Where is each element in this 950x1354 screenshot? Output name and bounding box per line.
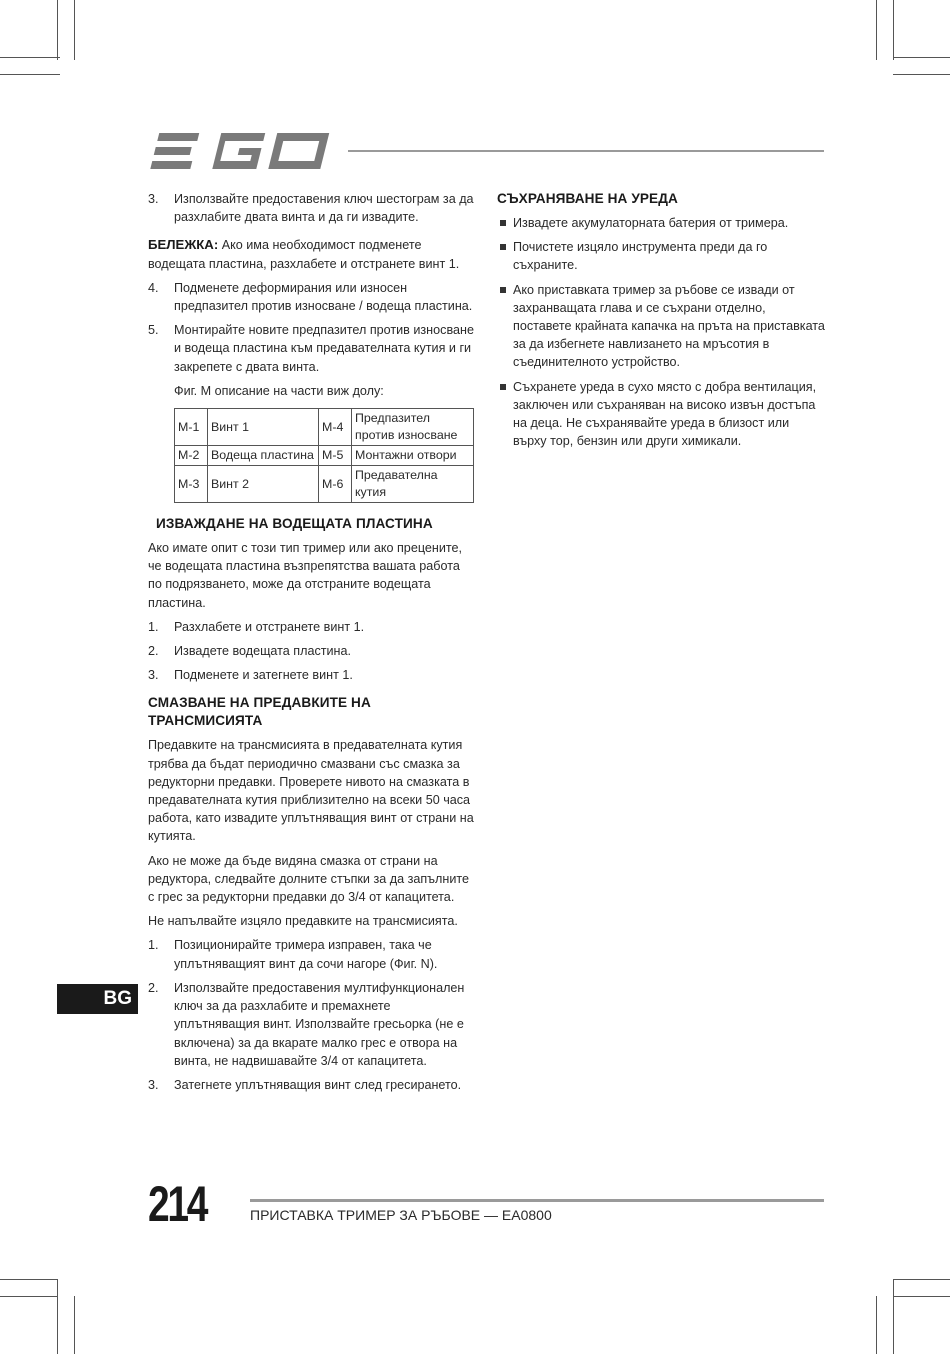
step-item: 5. Монтирайте новите предпазител против износване и водеща пластина към предавателната кутия и ги закрепете с двата винта. <box>148 323 474 374</box>
note-text: Ако има необходимост подменете водещата пластина, разхлабете и отстранете винт 1. <box>148 238 460 271</box>
step-item: 4. Подменете деформирания или износен предпазител против износване / водеща пластина. <box>148 280 473 314</box>
section-heading: СЪХРАНЯВАНЕ НА УРЕДА <box>497 191 678 206</box>
step-item: 3. Използвайте предоставения ключ шестограм за да разхлабите двата винта и да ги извадите. <box>148 192 474 225</box>
page-number: 214 <box>148 1176 207 1232</box>
note <box>148 236 474 272</box>
footer-rule <box>250 1199 824 1202</box>
crop-mark <box>0 74 60 75</box>
footer-title: ПРИСТАВКА ТРИМЕР ЗА РЪБОВЕ — EA0800 <box>250 1207 552 1223</box>
section-heading: ИЗВАЖДАНЕ НА ВОДЕЩАТА ПЛАСТИНА <box>156 516 433 532</box>
table-row: M-1 Винт 1 M-4 Предпазител против износване <box>175 409 474 446</box>
crop-mark <box>893 57 950 58</box>
list-item: Почистете изцяло инструмента преди да го съхраните. <box>497 238 825 274</box>
right-column <box>497 190 825 456</box>
crop-mark <box>876 1296 877 1354</box>
section-heading: СМАЗВАНЕ НА ПРЕДАВКИТЕ НА ТРАНСМИСИЯТА <box>148 695 371 729</box>
step-text: Извадете водещата пластина. <box>174 644 352 659</box>
crop-mark <box>876 0 877 60</box>
crop-mark <box>893 1279 894 1354</box>
header-rule <box>348 150 824 152</box>
step-text: Използвайте предоставения мултифункционален ключ за да разхлабите и премахнете уплътняващия винт. Използвайте гресьорка (не е включена) за да вкарате малко грес е отвора на винта, не надвишавайте 3/4 от капацитета. <box>174 980 465 1068</box>
crop-mark <box>893 74 950 75</box>
step-text: Използвайте предоставения ключ шестограм за да разхлабите двата винта и да ги извадите. <box>174 192 474 225</box>
list-item: Ако приставката тример за ръбове се извади от захранващата глава и се съхрани отделно, поставете крайната капачка на пръта на приставката за да избегнете навлизането на мръсотия в съединителното устройство. <box>497 281 825 372</box>
crop-mark <box>57 0 58 60</box>
bullet-icon <box>500 287 506 293</box>
bullet-icon <box>500 220 506 226</box>
brand-logo <box>148 130 332 172</box>
step-item: 3. Подменете и затегнете винт 1. <box>148 668 353 683</box>
note-label: БЕЛЕЖКА: <box>148 237 219 253</box>
step-text: Позиционирайте тримера изправен, така че уплътняващият винт да сочи нагоре (Фиг. N). <box>174 938 438 971</box>
step-text: Подменете деформирания или износен предпазител против износване / водеща пластина. <box>174 280 473 314</box>
step-item: 2. Използвайте предоставения мултифункционален ключ за да разхлабите и премахнете уплътняващия винт. Използвайте гресьорка (не е включена) за да вкарате малко грес е отвора на винта, не надвишавайте 3/4 от капацитета. <box>148 980 465 1068</box>
paragraph: Ако имате опит с този тип тример или ако прецените, че водещата пластина възпрепятства вашата работа по подрязването, може да отстраните водещата пластина. <box>148 541 463 610</box>
language-tab: BG <box>57 984 138 1014</box>
paragraph: Предавките на трансмисията в предавателната кутия трябва да бъдат периодично смазвани със смазка за редукторни предавки. Проверете нивото на смазката в предавателната кутия приблизително на всеки 50 часа работа, като извадите уплътняващия винт от страни на кутията. <box>148 738 474 844</box>
crop-mark <box>893 1296 950 1297</box>
crop-mark <box>57 1279 58 1354</box>
table-row: M-2 Водеща пластина M-5 Монтажни отвори <box>175 446 474 466</box>
step-text: Монтирайте новите предпазител против износване и водеща пластина към предавателната кутия и ги закрепете с двата винта. <box>174 323 474 374</box>
crop-mark <box>0 1279 57 1280</box>
crop-mark <box>74 1296 75 1354</box>
paragraph: Ако не може да бъде видяна смазка от страни на редуктора, следвайте долните стъпки за да запълните с грес за редукторни предавки до 3/4 от капацитета. <box>148 853 470 905</box>
list-item: Съхранете уреда в сухо място с добра вентилация, заключен или съхраняван на високо извън достъпа на деца. Не съхранявайте уреда в близост или върху тор, бензин или други химикали. <box>497 378 825 451</box>
step-item: 1. Разхлабете и отстранете винт 1. <box>148 619 365 634</box>
figure-caption: Фиг. M описание на части виж долу: <box>174 383 384 398</box>
step-item: 1. Позиционирайте тримера изправен, така че уплътняващият винт да сочи нагоре (Фиг. N). <box>148 938 438 971</box>
crop-mark <box>0 57 60 58</box>
crop-mark <box>0 1296 57 1297</box>
left-column <box>148 190 474 1100</box>
crop-mark <box>74 0 75 60</box>
step-text: Подменете и затегнете винт 1. <box>174 668 353 683</box>
crop-mark <box>893 0 894 60</box>
table-row: M-3 Винт 2 M-6 Предавателна кутия <box>175 466 474 503</box>
step-text: Затегнете уплътняващия винт след гресирането. <box>174 1077 462 1092</box>
bullet-icon <box>500 384 506 390</box>
step-item: 3. Затегнете уплътняващия винт след гресирането. <box>148 1077 462 1092</box>
parts-table <box>174 408 474 503</box>
crop-mark <box>893 1279 950 1280</box>
list-item: Извадете акумулаторната батерия от тримера. <box>497 214 825 232</box>
bullet-icon <box>500 244 506 250</box>
step-text: Разхлабете и отстранете винт 1. <box>174 619 365 634</box>
paragraph: Не напълвайте изцяло предавките на трансмисията. <box>148 914 458 929</box>
step-item: 2. Извадете водещата пластина. <box>148 644 352 659</box>
